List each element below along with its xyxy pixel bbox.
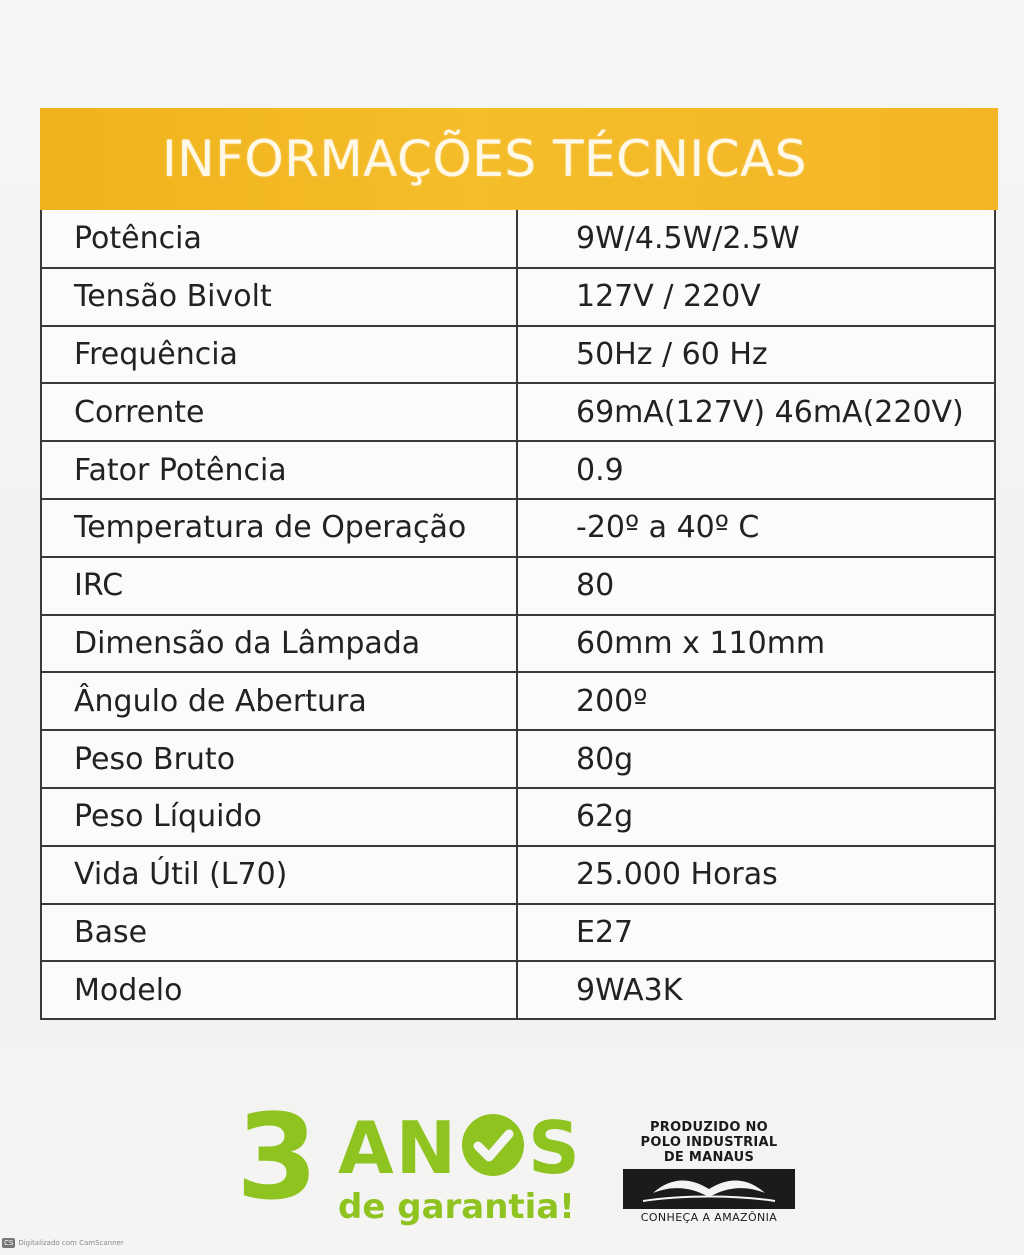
spec-row — [41, 846, 995, 904]
badge-line-1: PRODUZIDO NO — [649, 1120, 769, 1135]
spec-row — [41, 730, 995, 788]
warranty-anos-suffix: S — [527, 1106, 582, 1190]
check-circle-icon — [462, 1114, 524, 1176]
spec-row — [41, 672, 995, 730]
spec-label: IRC — [41, 557, 517, 615]
spec-row — [41, 268, 995, 326]
spec-row — [41, 210, 995, 268]
spec-label: Modelo — [41, 961, 517, 1019]
manaus-bird-logo — [623, 1169, 795, 1209]
spec-value: 9W/4.5W/2.5W — [576, 220, 800, 256]
scanner-badge: CS — [4, 1239, 14, 1247]
spec-value: 62g — [517, 788, 995, 846]
spec-label: Dimensão da Lâmpada — [41, 615, 517, 673]
spec-value: 60mm x 110mm — [517, 615, 995, 673]
warranty-years-number: 3 — [236, 1088, 319, 1226]
spec-header-banner — [40, 108, 998, 210]
spec-value: 25.000 Horas — [517, 846, 995, 904]
spec-row — [41, 326, 995, 384]
spec-label: Peso Líquido — [41, 788, 517, 846]
spec-row — [41, 557, 995, 615]
spec-label: Corrente — [41, 383, 517, 441]
spec-label: Tensão Bivolt — [41, 268, 517, 326]
spec-value: 80 — [517, 557, 995, 615]
spec-value: 127V / 220V — [517, 268, 995, 326]
spec-row — [41, 441, 995, 499]
badge-line-2: POLO INDUSTRIAL — [640, 1135, 778, 1150]
spec-label: Temperatura de Operação — [41, 499, 517, 557]
spec-label: Vida Útil (L70) — [41, 846, 517, 904]
technical-info-card — [40, 108, 998, 1020]
spec-value: 80g — [517, 730, 995, 788]
spec-row — [41, 961, 995, 1019]
spec-label: Ângulo de Abertura — [41, 672, 517, 730]
spec-row — [41, 499, 995, 557]
warranty-subtitle: de garantia! — [338, 1187, 575, 1227]
spec-value: 69mA(127V) 46mA(220V) — [517, 383, 995, 441]
spec-value: 200º — [517, 672, 995, 730]
warranty-anos-text — [338, 1106, 582, 1190]
scanner-watermark — [2, 1238, 124, 1248]
warranty-seal — [236, 1088, 606, 1237]
spec-row — [41, 904, 995, 962]
spec-label: Frequência — [41, 326, 517, 384]
spec-row — [41, 615, 995, 673]
manaus-badge — [622, 1120, 796, 1228]
spec-label: Base — [41, 904, 517, 962]
spec-value: 50Hz / 60 Hz — [517, 326, 995, 384]
spec-label: Fator Potência — [41, 441, 517, 499]
spec-title: INFORMAÇÕES TÉCNICAS — [162, 130, 808, 188]
spec-label: Peso Bruto — [41, 730, 517, 788]
badge-line-3: DE MANAUS — [663, 1150, 755, 1165]
spec-value: 9WA3K — [517, 961, 995, 1019]
spec-value: E27 — [517, 904, 995, 962]
spec-value: 0.9 — [517, 441, 995, 499]
scanner-text: Digitalizado com CamScanner — [18, 1239, 124, 1247]
spec-row — [41, 788, 995, 846]
spec-table — [40, 210, 996, 1020]
badge-caption: CONHEÇA A AMAZÔNIA — [640, 1211, 778, 1224]
spec-value: -20º a 40º C — [517, 499, 995, 557]
spec-label: Potência — [41, 210, 517, 268]
spec-row — [41, 383, 995, 441]
warranty-anos-prefix: AN — [338, 1106, 458, 1190]
